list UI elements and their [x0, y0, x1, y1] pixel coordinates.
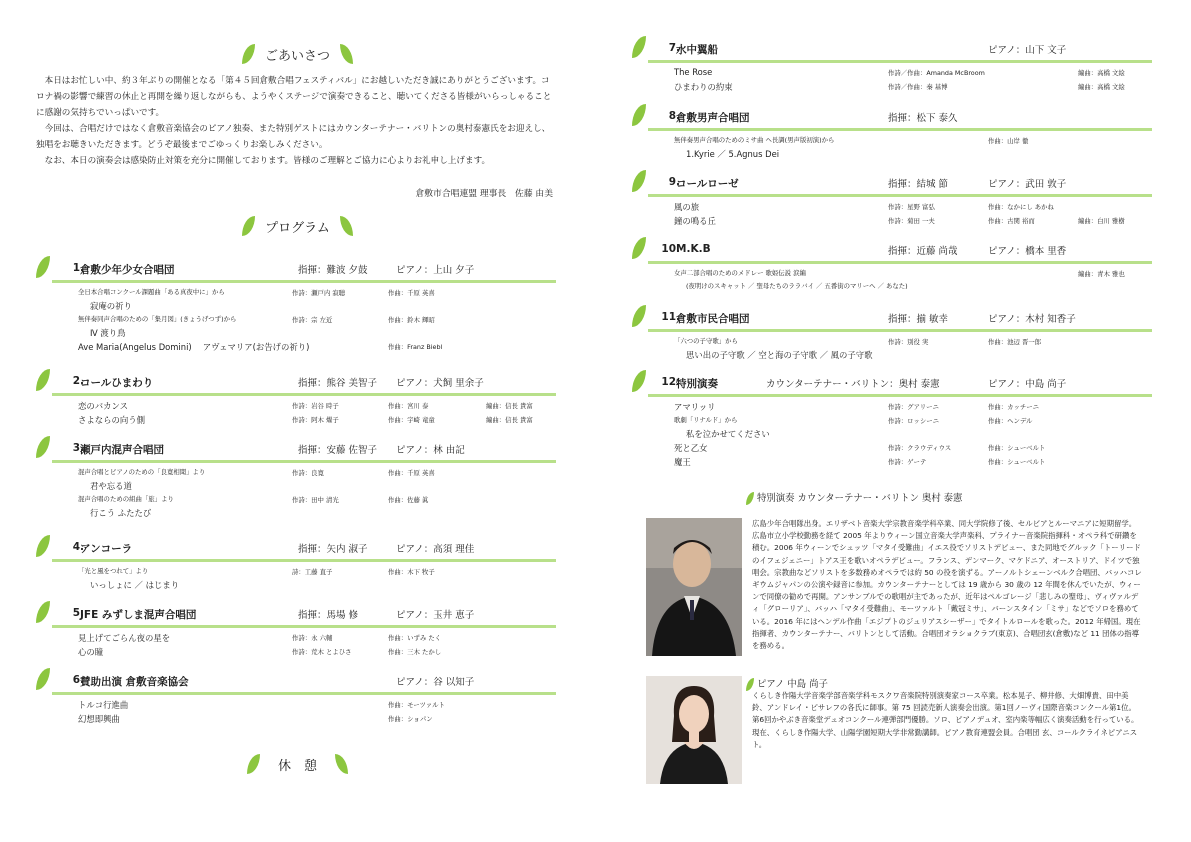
song-list	[78, 399, 558, 427]
section-rule	[52, 460, 556, 463]
guest-photo-okumura	[646, 518, 742, 656]
song-title: 「光と風をつれて」より	[78, 567, 149, 575]
composer: 作曲：三木 たかし	[388, 648, 442, 656]
leaf-icon	[36, 668, 50, 690]
conductor: 指揮：揃 敏幸	[888, 314, 949, 325]
song-row	[78, 399, 558, 413]
composer: 作曲：ショパン	[388, 715, 433, 723]
section-number: 3.	[72, 442, 84, 454]
section-rule	[52, 692, 556, 695]
section-rule	[52, 393, 556, 396]
song-row	[674, 267, 1154, 280]
song-list	[78, 565, 558, 592]
conductor: 指揮：矢内 淑子	[298, 544, 368, 555]
section-header	[632, 42, 1152, 58]
composer: 作曲：シューベルト	[988, 458, 1046, 466]
pianist: ピアノ：山下 文子	[988, 45, 1067, 56]
song-title: 魔王	[674, 457, 691, 467]
pianist: ピアノ：玉井 恵子	[396, 610, 475, 621]
group-name: 瀬戸内混声合唱団	[80, 444, 164, 456]
composer: 作曲：千原 英喜	[388, 469, 435, 477]
song-list	[78, 466, 558, 520]
greeting-heading: ごあいさつ	[0, 44, 595, 64]
greeting-text	[36, 73, 554, 169]
group-name: アンコーラ	[80, 543, 133, 555]
song-row	[674, 200, 1154, 214]
song-row	[78, 326, 558, 340]
song-title: 無伴奏同声合唱のための「集月図」(きょうげつず)から	[78, 315, 237, 323]
lyricist: 作詩：ゲーテ	[888, 458, 927, 466]
song-title: 寂庵の祈り	[90, 301, 132, 311]
section-header	[36, 607, 556, 623]
arranger: 編曲：高橋 文絵	[1078, 83, 1125, 91]
leaf-icon	[746, 492, 754, 505]
composer: 作曲：カッチーニ	[988, 403, 1040, 411]
group-name: JFE みずしま混声合唱団	[80, 609, 197, 621]
song-row	[674, 348, 1154, 362]
song-list	[674, 66, 1154, 94]
song-row	[78, 313, 558, 326]
section-header	[36, 262, 556, 278]
section-rule	[52, 625, 556, 628]
song-title: ひまわりの約束	[674, 82, 733, 92]
lyricist: 作詩／作曲：秦 基博	[888, 83, 948, 91]
song-row	[674, 80, 1154, 94]
lyricist: 作詩：宗 左近	[292, 316, 333, 324]
composer: 作曲：木下 牧子	[388, 568, 435, 576]
pianist: ピアノ：高須 理佳	[396, 544, 475, 555]
lyricist: 作詩：ロッシーニ	[888, 417, 939, 425]
song-title: (夜明けのスキャット ／ 聖母たちのララバイ ／ 五番街のマリーへ ／ あなた)	[686, 282, 908, 290]
lyricist: 作詩：グアリーニ	[888, 403, 939, 411]
song-title: 混声合唱のための組曲「旅」より	[78, 495, 174, 503]
group-name: 倉敷男声合唱団	[676, 112, 750, 124]
section-number: 1.	[72, 262, 84, 274]
section-rule	[648, 128, 1152, 131]
conductor: 指揮：松下 泰久	[888, 113, 958, 124]
program-section	[632, 110, 1152, 159]
lyricist: 詩：工藤 直子	[292, 568, 333, 576]
conductor: 指揮：難波 夕鼓	[298, 265, 368, 276]
lyricist: 作詩／作曲：Amanda McBroom	[888, 69, 985, 77]
section-number: 4.	[72, 541, 84, 553]
composer: 作曲：宇崎 竜童	[388, 416, 435, 424]
leaf-icon	[247, 754, 260, 774]
song-list	[674, 400, 1154, 469]
section-number: 8.	[668, 110, 680, 122]
pianist: ピアノ：木村 知香子	[988, 314, 1076, 325]
arranger: 編曲：白川 雅樹	[1078, 217, 1125, 225]
song-row	[78, 413, 558, 427]
composer: 作曲：池辺 晋一郎	[988, 338, 1042, 346]
song-row	[674, 441, 1154, 455]
left-page	[0, 0, 595, 842]
section-header	[36, 674, 556, 690]
section-number: 5.	[72, 607, 84, 619]
section-header	[632, 311, 1152, 327]
song-title: いっしょに ／ はじまり	[90, 580, 180, 590]
lyricist: 作詩：瀬戸内 寂聴	[292, 289, 346, 297]
lyricist: 作詩：岩谷 時子	[292, 402, 339, 410]
song-title: さよならの向う側	[78, 415, 145, 425]
leaf-icon	[242, 216, 255, 236]
song-title: Ave Maria(Angelus Domini) アヴェマリア(お告げの祈り)	[78, 342, 310, 352]
song-row	[78, 698, 558, 712]
song-title: 見上げてごらん夜の星を	[78, 633, 171, 643]
song-list	[674, 335, 1154, 362]
leaf-icon	[632, 237, 646, 259]
conductor: 指揮：近藤 尚哉	[888, 246, 958, 257]
composer: 作曲：Franz Biebl	[388, 343, 443, 351]
pianist: ピアノ：橋本 里香	[988, 246, 1067, 257]
greeting-signature: 倉敷市合唱連盟 理事長 佐藤 由美	[415, 189, 553, 199]
section-header	[36, 541, 556, 557]
section-number: 6.	[72, 674, 84, 686]
song-row	[674, 280, 1154, 293]
group-name: 倉敷少年少女合唱団	[80, 264, 175, 276]
song-title: The Rose	[674, 67, 713, 77]
conductor: カウンターテナー・バリトン：奥村 泰憲	[766, 379, 940, 390]
section-rule	[648, 60, 1152, 63]
arranger: 編曲：高橋 文絵	[1078, 69, 1125, 77]
guest-bio-okumura: 広島少年合唱隊出身。エリザベト音楽大学宗教音楽学科卒業、同大学院修了後、セルビアとルーマニアに短期留学。広島市立小学校勤務を経て 2005 年よりウィーン国立音楽大学声楽科、プライナー音楽院指揮科・オペラ科で研鑽を積む。2006 年ウィーンでシュッツ「マタイ受難曲」イエス役でソリストデビュー、また同地でグルック「トーリードのイフェジェニー」トアス王を歌いオペラデビュー。フランス、デンマーク、マケドニア、オーストリア、ドイツで独唱会。宗教曲などソリストを多数務めオペラでは約 50 の役を演ずる。アーノルトシェーンベルク合唱団、バッハコレギウムジャパンの公演や録音に参加。カウンターテナーとしては 19 歳から 30 歳の 12 年間を休んでいたが、ウィーンで同僚の勧めで再開。アンサンブルでの歌唱が主であったが、近年はペルゴレージ「悲しみの聖母」、ヴィヴァルディ「グローリア」、バッハ「マタイ受難曲」、モーツァルト「戴冠ミサ」、バーンスタイン「ミサ」などでソロを務めている。2016 年にはヘンデル作曲「エジプトのジュリアスシーザー」でタイトルロールを歌った。2012 年帰国。現在指揮者、カウンターテナー、バリトンとして活動。合唱団オラショクラブ(東京)、合唱団玄(倉敷)など 11 団体の指導を務める。	[752, 519, 1142, 651]
lyricist: 作詩：クラウディウス	[888, 444, 952, 452]
group-name: M.K.B	[676, 243, 711, 255]
program-section	[632, 176, 1152, 226]
lyricist: 作詩：星野 富弘	[888, 203, 935, 211]
composer: 作曲：いずみ たく	[388, 634, 442, 642]
composer: 作曲：ヘンデル	[988, 417, 1033, 425]
composer: 作曲：古関 裕而	[988, 217, 1035, 225]
song-title: 混声合唱とピアノのための「良寛相聞」より	[78, 468, 206, 476]
lyricist: 作詩：田中 清光	[292, 496, 339, 504]
song-row	[78, 578, 558, 592]
song-title: Ⅳ 渡り鳥	[90, 328, 126, 338]
group-name: 水中翼船	[676, 44, 718, 56]
leaf-icon	[632, 305, 646, 327]
section-number: 12.	[661, 376, 680, 388]
section-number: 2.	[72, 375, 84, 387]
lyricist: 作詩：良寛	[292, 469, 324, 477]
intermission-heading: 休 憩	[0, 754, 595, 774]
arranger: 編曲：青木 雅也	[1078, 270, 1125, 278]
composer: 作曲：山岸 徹	[988, 137, 1029, 145]
section-header	[36, 442, 556, 458]
song-row	[78, 506, 558, 520]
song-row	[78, 712, 558, 726]
song-row	[78, 631, 558, 645]
section-header	[36, 375, 556, 391]
song-title: 幻想即興曲	[78, 714, 120, 724]
song-title: 行こう ふたたび	[90, 508, 152, 518]
section-number: 7.	[668, 42, 680, 54]
program-heading: プログラム	[0, 216, 595, 236]
arranger: 編曲：信長 貴富	[486, 416, 533, 424]
leaf-icon	[632, 170, 646, 192]
composer: 作曲：なかにし あかね	[988, 203, 1054, 211]
leaf-icon	[340, 216, 353, 236]
song-title: 恋のバカンス	[78, 401, 128, 411]
song-title: トルコ行進曲	[78, 700, 129, 710]
leaf-icon	[632, 104, 646, 126]
program-section	[36, 375, 556, 425]
section-header	[632, 110, 1152, 126]
song-list	[674, 200, 1154, 228]
section-number: 10.	[661, 243, 680, 255]
song-title: 「六つの子守歌」から	[674, 337, 738, 345]
section-header	[632, 243, 1152, 259]
song-row	[674, 414, 1154, 427]
song-row	[78, 286, 558, 299]
group-name: 賛助出演 倉敷音楽協会	[80, 676, 189, 688]
group-name: 倉敷市民合唱団	[676, 313, 750, 325]
song-title: 全日本合唱コンクール課題曲「ある真夜中に」から	[78, 288, 225, 296]
song-list	[78, 698, 558, 726]
composer: 作曲：シューベルト	[988, 444, 1046, 452]
leaf-icon	[36, 369, 50, 391]
song-row	[674, 427, 1154, 441]
program-section	[632, 243, 1152, 290]
pianist: ピアノ：中島 尚子	[988, 379, 1067, 390]
greeting-paragraph: なお、本日の演奏会は感染防止対策を充分に開催しております。皆様のご理解とご協力に心よりお礼申し上げます。	[44, 156, 491, 166]
leaf-icon	[335, 754, 348, 774]
lyricist: 作詩：荒木 とよひさ	[292, 648, 352, 656]
program-section	[36, 541, 556, 590]
song-title: アマリッリ	[674, 402, 716, 412]
song-list	[674, 267, 1154, 293]
section-rule	[52, 559, 556, 562]
composer: 作曲：佐藤 眞	[388, 496, 429, 504]
lyricist: 作詩：阿木 燿子	[292, 416, 339, 424]
leaf-icon	[632, 36, 646, 58]
song-title: 鐘の鳴る丘	[674, 216, 716, 226]
song-title: 歌劇「リナルド」から	[674, 416, 738, 424]
guest-bio-nakashima: くらしき作陽大学音楽学部音楽学科モスクワ音楽院特別演奏家コース卒業。松本晃子、柳井修、大畑博貴、田中美鈴、アンドレイ・ピサレフの各氏に師事。第 75 回読売新人演奏会出演。第1回ノーヴィ国際音楽コンクール第1位。第6回かやぶき音楽堂デュオコンクール連弾部門優勝。ソロ、ピアノデュオ、室内楽等幅広く演奏活動を行っている。現在、くらしき作陽大学、山陽学園短期大学非常勤講師。ピアノ教育連盟会員。合唱団 玄、コールクライネピアニスト。	[752, 691, 1139, 749]
song-title: 思い出の子守歌 ／ 空と海の子守歌 ／ 風の子守歌	[686, 350, 873, 360]
song-row	[78, 565, 558, 578]
program-section	[632, 42, 1152, 92]
program-section	[36, 674, 556, 724]
program-section	[632, 311, 1152, 360]
leaf-icon	[36, 256, 50, 278]
song-title: 女声二部合唱のためのメドレー 歌姫伝説 涙編	[674, 269, 806, 277]
leaf-icon	[632, 370, 646, 392]
pianist: ピアノ：林 由記	[396, 445, 465, 456]
section-header	[632, 376, 1152, 392]
arranger: 編曲：信長 貴富	[486, 402, 533, 410]
pianist: ピアノ：犬飼 里余子	[396, 378, 484, 389]
section-rule	[648, 261, 1152, 264]
conductor: 指揮：安藤 佐智子	[298, 445, 378, 456]
composer: 作曲：千原 英喜	[388, 289, 435, 297]
song-title: 風の旅	[674, 202, 700, 212]
greeting-paragraph: 本日はお忙しい中、約３年ぶりの開催となる「第４５回倉敷合唱フェスティバル」にお越しいただき誠にありがとうございます。コロナ禍の影響で練習の休止と再開を繰り返しながらも、ようやくステージで演奏できること、聴いてくださる皆様がいらっしゃることに感謝の気持ちでいっぱいです。	[36, 76, 552, 118]
song-row	[674, 335, 1154, 348]
lyricist: 作詩：永 六輔	[292, 634, 333, 642]
program-section	[36, 442, 556, 518]
pianist: ピアノ：谷 以知子	[396, 677, 475, 688]
song-list	[78, 286, 558, 354]
leaf-icon	[36, 601, 50, 623]
lyricist: 作詩：菊田 一夫	[888, 217, 935, 225]
song-title: 君や忘る道	[90, 481, 132, 491]
song-list	[674, 134, 1154, 161]
lyricist: 作詩：別役 実	[888, 338, 929, 346]
conductor: 指揮：結城 節	[888, 179, 949, 190]
song-row	[78, 466, 558, 479]
section-rule	[52, 280, 556, 283]
section-rule	[648, 394, 1152, 397]
song-title: 無伴奏男声合唱のためのミサ曲 ヘ長調(男声版初演)から	[674, 136, 835, 144]
guest-photo-nakashima	[646, 676, 742, 784]
song-row	[78, 299, 558, 313]
leaf-icon	[340, 44, 353, 64]
pianist: ピアノ：上山 夕子	[396, 265, 475, 276]
pianist: ピアノ：武田 敦子	[988, 179, 1067, 190]
group-name: 特別演奏	[676, 378, 718, 390]
program-section	[36, 607, 556, 657]
song-list	[78, 631, 558, 659]
section-number: 11.	[661, 311, 680, 323]
song-title: 1.Kyrie ／ 5.Agnus Dei	[686, 149, 780, 159]
song-title: 死と乙女	[674, 443, 708, 453]
leaf-icon	[36, 535, 50, 557]
composer: 作曲：鈴木 輝昭	[388, 316, 435, 324]
group-name: コールローゼ	[676, 178, 739, 190]
song-row	[674, 214, 1154, 228]
song-row	[674, 66, 1154, 80]
composer: 作曲：モーツァルト	[388, 701, 445, 709]
guest-name-nakashima: ピアノ 中島 尚子	[746, 676, 828, 691]
section-rule	[648, 329, 1152, 332]
right-page	[596, 0, 1191, 842]
section-rule	[648, 194, 1152, 197]
conductor: 指揮：熊谷 美智子	[298, 378, 378, 389]
song-title: 私を泣かせてください	[686, 429, 770, 439]
program-section	[36, 262, 556, 352]
song-row	[78, 645, 558, 659]
song-row	[78, 479, 558, 493]
program-section	[632, 376, 1152, 467]
song-title: 心の瞳	[78, 647, 104, 657]
section-header	[632, 176, 1152, 192]
leaf-icon	[36, 436, 50, 458]
song-row	[674, 455, 1154, 469]
group-name: コールひまわり	[80, 377, 154, 389]
song-row	[674, 134, 1154, 147]
greeting-paragraph: 今回は、合唱だけではなく倉敷音楽協会のピアノ独奏、また特別ゲストにはカウンターテナー・バリトンの奥村泰憲氏をお迎えし、独唱をお聴きいただきます。どうぞ最後までごゆっくりお楽しみください。	[36, 124, 551, 150]
song-row	[674, 400, 1154, 414]
section-number: 9.	[668, 176, 680, 188]
conductor: 指揮：馬場 修	[298, 610, 359, 621]
guest-name-okumura: 特別演奏 カウンターテナー・バリトン 奥村 泰憲	[746, 490, 962, 505]
song-row	[78, 493, 558, 506]
song-row	[78, 340, 558, 354]
song-row	[674, 147, 1154, 161]
composer: 作曲：宮川 泰	[388, 402, 429, 410]
leaf-icon	[242, 44, 255, 64]
